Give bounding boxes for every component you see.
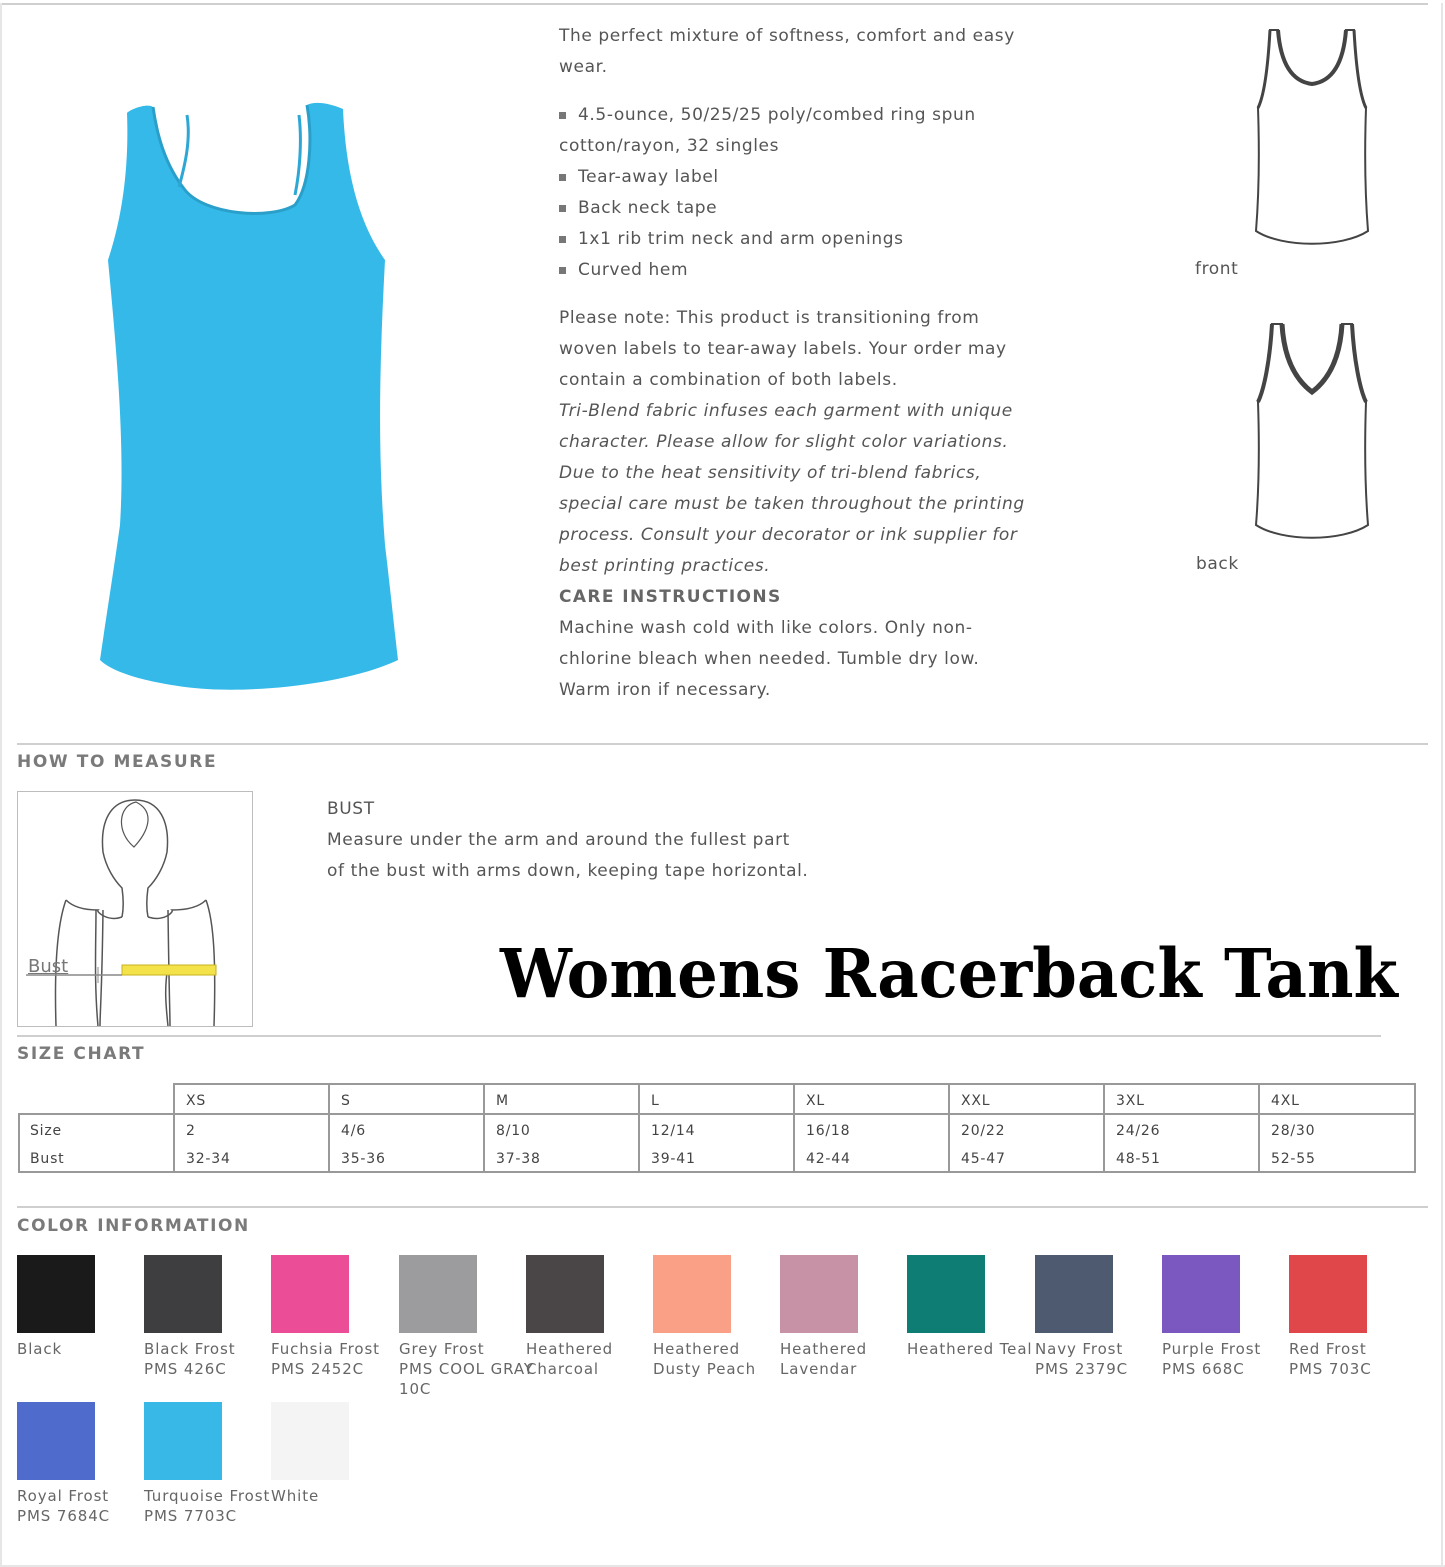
color-swatch: [271, 1255, 349, 1333]
column-header: XL: [794, 1084, 949, 1114]
column-header: XS: [174, 1084, 329, 1114]
color-name: Black Frost: [144, 1340, 236, 1358]
color-label: [1035, 1339, 1128, 1379]
row-label: Size: [19, 1114, 174, 1143]
corner-cell: [19, 1084, 174, 1114]
color-name: Heathered Teal: [907, 1340, 1033, 1358]
color-divider: [17, 1206, 1428, 1208]
color-swatch: [144, 1255, 222, 1333]
color-pms: PMS COOL GRAY: [399, 1360, 534, 1378]
color-swatch: [780, 1255, 858, 1333]
right-edge: [1441, 3, 1443, 1567]
care-heading: CARE INSTRUCTIONS: [559, 587, 782, 607]
cell: 37-38: [484, 1143, 639, 1172]
color-name: Heathered: [653, 1340, 741, 1358]
bust-instructions: [327, 794, 887, 887]
cell: 45-47: [949, 1143, 1104, 1172]
cell: 2: [174, 1114, 329, 1143]
color-pms: Lavendar: [780, 1360, 858, 1378]
note-line: Please note: This product is transitioning from: [559, 308, 980, 328]
feature-item: Tear-away label: [559, 162, 1039, 193]
color-label: [399, 1339, 534, 1399]
cell: 42-44: [794, 1143, 949, 1172]
color-label: [17, 1339, 62, 1359]
size-chart-table: [18, 1083, 1416, 1173]
cell: 32-34: [174, 1143, 329, 1172]
feature-item: Curved hem: [559, 255, 1039, 286]
color-name: White: [271, 1487, 320, 1505]
fabric-note-line: special care must be taken throughout the printing: [559, 494, 1025, 514]
column-header: 4XL: [1259, 1084, 1415, 1114]
color-name: Heathered: [780, 1340, 868, 1358]
color-swatch: [399, 1255, 477, 1333]
size-chart-heading: SIZE CHART: [17, 1044, 146, 1064]
note-line: woven labels to tear-away labels. Your order may: [559, 339, 1007, 359]
fabric-note-line: process. Consult your decorator or ink supplier for: [559, 525, 1018, 545]
color-label: [653, 1339, 756, 1379]
color-label: [144, 1486, 270, 1526]
color-label: [271, 1486, 319, 1506]
color-pms: PMS 426C: [144, 1360, 227, 1378]
color-name: Turquoise Frost: [144, 1487, 271, 1505]
feature-item-continued: cotton/rayon, 32 singles: [559, 136, 780, 156]
cell: 39-41: [639, 1143, 794, 1172]
care-line: Warm iron if necessary.: [559, 680, 771, 700]
color-label: [271, 1339, 380, 1379]
back-label: back: [1196, 554, 1239, 574]
front-label: front: [1195, 259, 1239, 279]
cell: 16/18: [794, 1114, 949, 1143]
bust-figure: [17, 791, 253, 1027]
product-description: [559, 21, 1039, 706]
color-swatch: [1162, 1255, 1240, 1333]
left-edge: [0, 3, 2, 1567]
color-name: Heathered: [526, 1340, 614, 1358]
intro-line-1: The perfect mixture of softness, comfort and easy: [559, 26, 1015, 46]
color-pms: PMS 2452C: [271, 1360, 365, 1378]
color-pms: Charcoal: [526, 1360, 599, 1378]
cell: 52-55: [1259, 1143, 1415, 1172]
feature-list: [559, 100, 1039, 286]
intro-line-2: wear.: [559, 57, 608, 77]
color-name: Purple Frost: [1162, 1340, 1262, 1358]
color-label: [1162, 1339, 1261, 1379]
color-name: Royal Frost: [17, 1487, 110, 1505]
color-name: Black: [17, 1340, 63, 1358]
measure-divider: [17, 743, 1428, 745]
color-name: Red Frost: [1289, 1340, 1367, 1358]
row-label: Bust: [19, 1143, 174, 1172]
color-swatch: [907, 1255, 985, 1333]
cell: 24/26: [1104, 1114, 1259, 1143]
feature-item: 1x1 rib trim neck and arm openings: [559, 224, 1039, 255]
color-swatch: [144, 1402, 222, 1480]
fabric-note-line: Due to the heat sensitivity of tri-blend fabrics,: [559, 463, 982, 483]
care-line: chlorine bleach when needed. Tumble dry low.: [559, 649, 980, 669]
note-line: contain a combination of both labels.: [559, 370, 898, 390]
color-name: Grey Frost: [399, 1340, 485, 1358]
color-label: [144, 1339, 236, 1379]
bust-heading: BUST: [327, 799, 375, 819]
color-label: [1289, 1339, 1372, 1379]
color-swatch: [17, 1255, 95, 1333]
color-label: [17, 1486, 110, 1526]
column-header: L: [639, 1084, 794, 1114]
tank-body: [100, 103, 398, 690]
cell: 48-51: [1104, 1143, 1259, 1172]
color-swatch: [1035, 1255, 1113, 1333]
fabric-note-line: character. Please allow for slight color variations.: [559, 432, 1009, 452]
color-swatch: [526, 1255, 604, 1333]
product-tank-image: [95, 95, 405, 695]
front-view-drawing: [1252, 26, 1372, 251]
feature-item: Back neck tape: [559, 193, 1039, 224]
color-pms: PMS 703C: [1289, 1360, 1372, 1378]
feature-item: 4.5-ounce, 50/25/25 poly/combed ring spun: [559, 100, 1039, 131]
cell: 12/14: [639, 1114, 794, 1143]
column-header: XXL: [949, 1084, 1104, 1114]
color-swatch: [271, 1402, 349, 1480]
cell: 8/10: [484, 1114, 639, 1143]
color-label: [526, 1339, 613, 1379]
color-swatch: [653, 1255, 731, 1333]
care-line: Machine wash cold with like colors. Only non-: [559, 618, 973, 638]
color-pms: PMS 7684C: [17, 1507, 111, 1525]
color-swatch: [1289, 1255, 1367, 1333]
product-title: Womens Racerback Tank: [500, 935, 1398, 1014]
color-pms: PMS 2379C: [1035, 1360, 1129, 1378]
color-heading: COLOR INFORMATION: [17, 1216, 250, 1236]
bust-line: of the bust with arms down, keeping tape horizontal.: [327, 861, 809, 881]
top-rule: [0, 3, 1428, 5]
color-pms: PMS 7703C: [144, 1507, 238, 1525]
size-header-row: [19, 1084, 1415, 1114]
bust-figure-drawing: [18, 792, 252, 1026]
size-row: [19, 1114, 1415, 1143]
fabric-note-line: best printing practices.: [559, 556, 771, 576]
cell: 4/6: [329, 1114, 484, 1143]
color-pms: Dusty Peach: [653, 1360, 756, 1378]
color-pms-continued: 10C: [399, 1380, 432, 1398]
color-name: Navy Frost: [1035, 1340, 1124, 1358]
color-swatch: [17, 1402, 95, 1480]
fabric-note-line: Tri-Blend fabric infuses each garment with unique: [559, 401, 1013, 421]
size-divider: [17, 1035, 1381, 1037]
bust-row: [19, 1143, 1415, 1172]
color-pms: PMS 668C: [1162, 1360, 1245, 1378]
back-view-drawing: [1252, 320, 1372, 545]
color-name: Fuchsia Frost: [271, 1340, 380, 1358]
column-header: S: [329, 1084, 484, 1114]
color-label: [907, 1339, 1032, 1359]
column-header: 3XL: [1104, 1084, 1259, 1114]
bust-figure-label: Bust: [28, 956, 69, 977]
bust-line: Measure under the arm and around the fullest part: [327, 830, 790, 850]
color-label: [780, 1339, 867, 1379]
column-header: M: [484, 1084, 639, 1114]
cell: 28/30: [1259, 1114, 1415, 1143]
cell: 20/22: [949, 1114, 1104, 1143]
measure-heading: HOW TO MEASURE: [17, 752, 218, 772]
cell: 35-36: [329, 1143, 484, 1172]
